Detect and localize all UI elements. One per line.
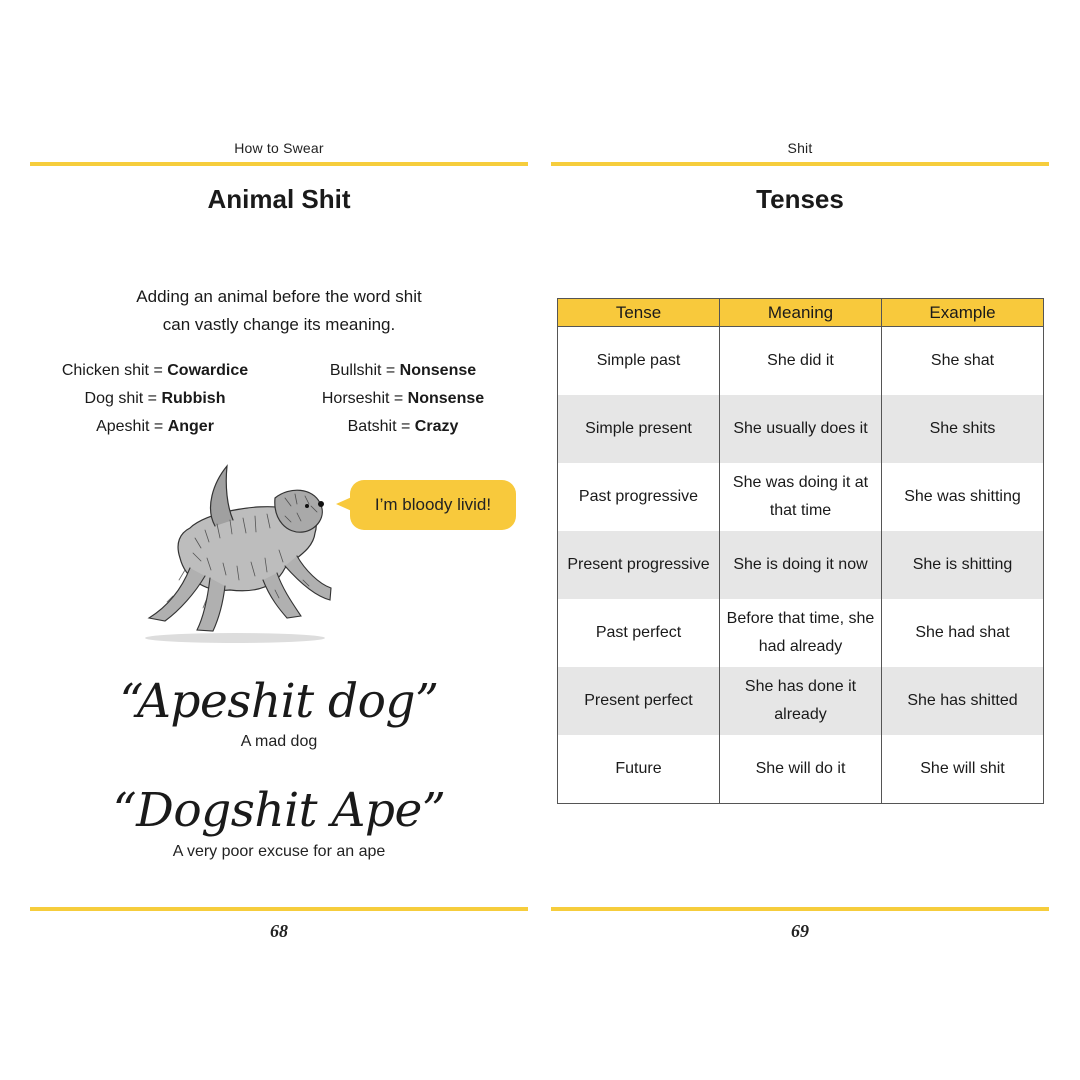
pair-item (278, 357, 528, 385)
left-top-rule (30, 162, 528, 166)
pair-meaning: Cowardice (167, 362, 249, 379)
header-example: Example (882, 299, 1044, 327)
cell-tense: Future (558, 735, 720, 804)
right-page-title: Tenses (756, 184, 844, 214)
dog-illustration-icon (135, 458, 340, 663)
cell-meaning: She usually does it (720, 395, 882, 463)
cell-meaning: She will do it (720, 735, 882, 804)
left-page-number: 68 (270, 921, 288, 941)
left-page-title: Animal Shit (207, 184, 351, 214)
phrase-2: “Dogshit Ape” (112, 783, 446, 838)
cell-meaning: She has done it already (720, 667, 882, 735)
pair-term: Chicken shit = (61, 362, 168, 379)
cell-example: She shat (882, 327, 1044, 396)
intro-text (30, 283, 528, 339)
pairs-column-left (30, 357, 280, 441)
cell-tense: Past perfect (558, 599, 720, 667)
speech-bubble: I’m bloody livid! (350, 480, 516, 530)
cell-example: She will shit (882, 735, 1044, 804)
cell-example: She is shitting (882, 531, 1044, 599)
cell-meaning: She is doing it now (720, 531, 882, 599)
cell-tense: Simple past (558, 327, 720, 396)
table-row (558, 531, 1044, 599)
right-top-rule (551, 162, 1049, 166)
table-row (558, 463, 1044, 531)
cell-example: She had shat (882, 599, 1044, 667)
pair-item (30, 413, 280, 441)
table-row (558, 735, 1044, 804)
pair-meaning: Anger (167, 418, 214, 435)
table-row (558, 395, 1044, 463)
left-bottom-rule (30, 907, 528, 911)
pair-meaning: Crazy (414, 418, 459, 435)
pair-term: Horseshit = (321, 390, 408, 407)
cell-tense: Present perfect (558, 667, 720, 735)
cell-meaning: Before that time, she had already (720, 599, 882, 667)
pair-term: Dog shit = (84, 390, 162, 407)
intro-line-2: can vastly change its meaning. (162, 315, 396, 334)
right-bottom-rule (551, 907, 1049, 911)
right-page-number: 69 (791, 921, 809, 941)
table-row (558, 667, 1044, 735)
cell-tense: Simple present (558, 395, 720, 463)
cell-meaning: She was doing it at that time (720, 463, 882, 531)
table-header-row (558, 299, 1044, 327)
pair-meaning: Rubbish (161, 390, 226, 407)
phrase-2-definition: A very poor excuse for an ape (172, 843, 386, 860)
pair-term: Batshit = (347, 418, 415, 435)
cell-tense: Present progressive (558, 531, 720, 599)
cell-example: She was shitting (882, 463, 1044, 531)
cell-tense: Past progressive (558, 463, 720, 531)
table-row (558, 327, 1044, 396)
phrase-1-definition: A mad dog (240, 733, 318, 750)
cell-example: She shits (882, 395, 1044, 463)
header-meaning: Meaning (720, 299, 882, 327)
pair-meaning: Nonsense (399, 362, 477, 379)
intro-line-1: Adding an animal before the word shit (136, 287, 422, 306)
pair-item (30, 357, 280, 385)
tenses-table (557, 298, 1044, 804)
pairs-column-right (278, 357, 528, 441)
phrase-1: “Apeshit dog” (119, 674, 439, 729)
right-running-head: Shit (787, 140, 813, 156)
pair-item (30, 385, 280, 413)
pair-term: Apeshit = (96, 418, 168, 435)
pair-term: Bullshit = (329, 362, 400, 379)
header-tense: Tense (558, 299, 720, 327)
cell-example: She has shitted (882, 667, 1044, 735)
table-row (558, 599, 1044, 667)
pair-item (278, 413, 528, 441)
pair-item (278, 385, 528, 413)
pair-meaning: Nonsense (407, 390, 485, 407)
left-running-head: How to Swear (234, 140, 324, 156)
cell-meaning: She did it (720, 327, 882, 396)
